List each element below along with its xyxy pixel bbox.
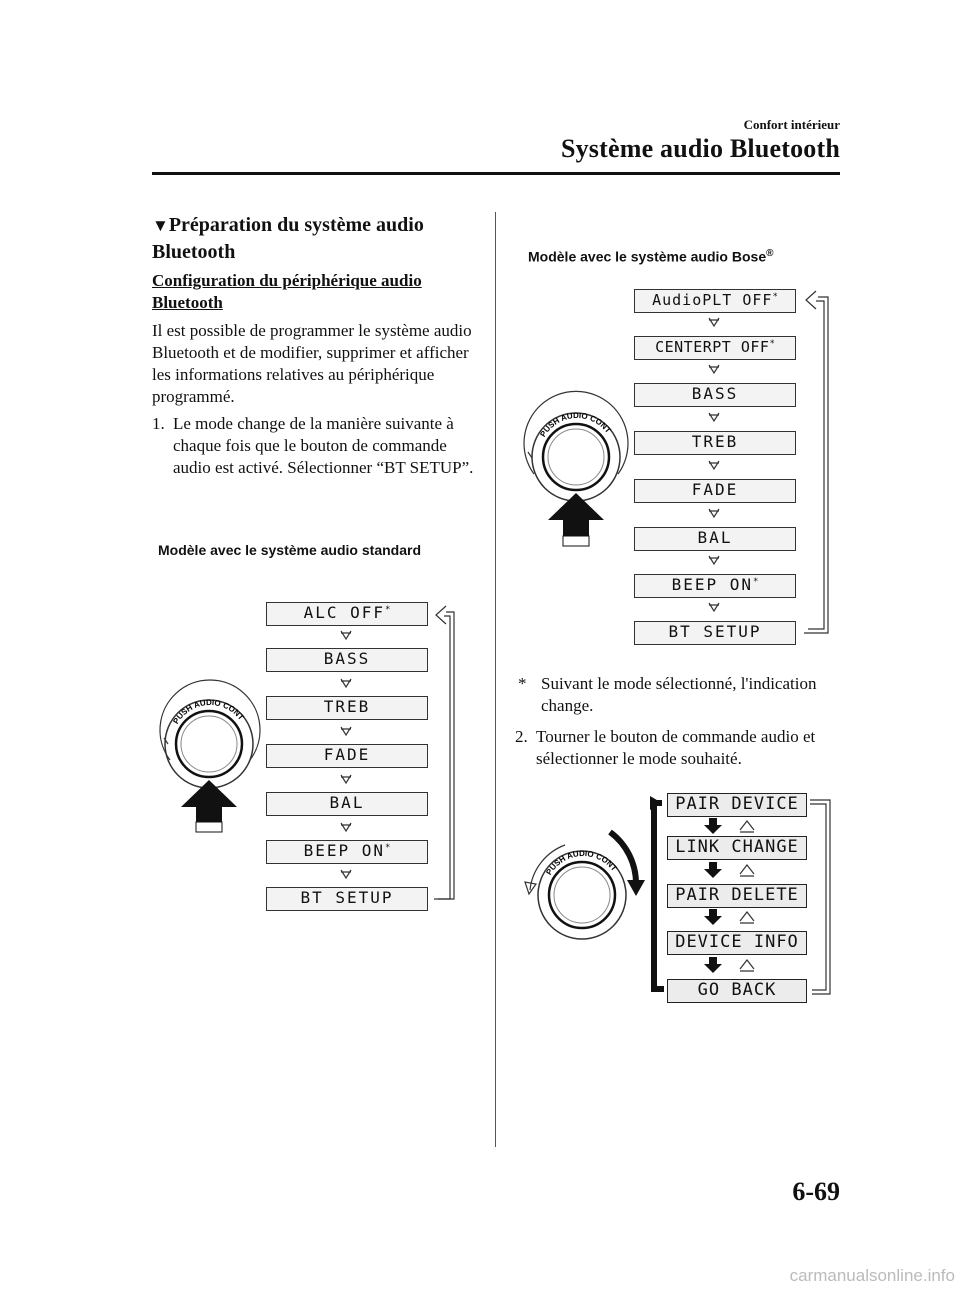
rotate-right-arrow-icon: [610, 832, 636, 885]
bose-display-audioplt-off-label: AudioPLT OFF: [652, 291, 773, 309]
step-2-number: 2.: [515, 727, 528, 746]
bose-knob-label: PUSH AUDIO CONT: [538, 410, 613, 439]
step-2-text: Tourner le bouton de commande audio et sélectionner le mode souhaité.: [536, 727, 816, 768]
std-display-bass: BASS: [266, 648, 428, 672]
bt-solid-down-arrows: [704, 818, 722, 973]
intro-paragraph: Il est possible de programmer le système audio Bluetooth et de modifier, supprimer et afficher les informations relatives au périphérique programmé.: [152, 321, 472, 406]
asterisk: *: [385, 605, 391, 615]
bt-menu-pair-delete: PAIR DELETE: [667, 884, 807, 908]
bose-display-fade: FADE: [634, 479, 796, 503]
footnote-text: Suivant le mode sélectionné, l'indication change.: [541, 674, 817, 715]
subheading: Configuration du périphérique audio Bluetooth: [152, 271, 422, 312]
std-display-bt-setup: BT SETUP: [266, 887, 428, 911]
section-heading-text: Préparation du système audio Bluetooth: [152, 214, 424, 263]
bt-knob-label: PUSH AUDIO CONT: [544, 848, 619, 877]
hollow-up-arrow-icon: [740, 821, 754, 832]
bose-display-bass: BASS: [634, 383, 796, 407]
standard-caption: Modèle avec le système audio standard: [158, 542, 421, 558]
bt-hollow-up-arrows: [740, 821, 754, 971]
solid-down-arrow-icon: [704, 818, 722, 834]
bose-display-beep-on-label: BEEP ON: [671, 575, 753, 594]
header-title: Système audio Bluetooth: [560, 134, 840, 163]
header-section-label: Confort intérieur: [743, 117, 840, 132]
solid-down-arrow-icon: [704, 909, 722, 925]
triangle-down-icon: ▼: [152, 216, 169, 235]
std-knob-label: PUSH AUDIO CONT: [171, 697, 246, 726]
solid-down-arrow-icon: [704, 862, 722, 878]
solid-down-arrow-icon: [704, 957, 722, 973]
bt-return-bracket-icon: [810, 800, 830, 994]
hollow-up-arrow-icon: [740, 960, 754, 971]
asterisk: *: [753, 577, 759, 587]
asterisk: *: [772, 292, 778, 302]
std-display-fade: FADE: [266, 744, 428, 768]
bt-forward-bracket-icon: [654, 803, 664, 989]
bose-display-bal: BAL: [634, 527, 796, 551]
bt-menu-pair-device: PAIR DEVICE: [667, 793, 807, 817]
rotate-right-arrowhead-icon: [627, 880, 645, 896]
bose-display-bt-setup: BT SETUP: [634, 621, 796, 645]
page-number: 6-69: [792, 1177, 840, 1206]
asterisk: *: [769, 339, 775, 349]
bt-menu-device-info: DEVICE INFO: [667, 931, 807, 955]
std-display-bal: BAL: [266, 792, 428, 816]
bose-display-treb: TREB: [634, 431, 796, 455]
step-1-text: Le mode change de la manière suivante à chaque fois que le bouton de commande audio est activé. Sélectionner “BT SETUP”.: [173, 414, 474, 477]
bt-menu-go-back: GO BACK: [667, 979, 807, 1003]
asterisk: *: [385, 843, 391, 853]
step-1-number: 1.: [152, 414, 165, 433]
bose-display-centerpt-off-label: CENTERPT OFF: [655, 338, 770, 356]
std-display-beep-on-label: BEEP ON: [303, 841, 385, 860]
std-display-alc-off-label: ALC OFF: [303, 603, 385, 622]
std-display-treb: TREB: [266, 696, 428, 720]
bt-menu-link-change: LINK CHANGE: [667, 836, 807, 860]
bose-caption-text: Modèle avec le système audio Bose: [528, 248, 767, 265]
hollow-up-arrow-icon: [740, 865, 754, 876]
hollow-up-arrow-icon: [740, 912, 754, 923]
registered-mark: ®: [766, 248, 774, 259]
watermark: carmanualsonline.info: [789, 1266, 955, 1285]
bt-audio-knob-icon: [538, 849, 626, 939]
footnote-mark: *: [518, 674, 527, 693]
